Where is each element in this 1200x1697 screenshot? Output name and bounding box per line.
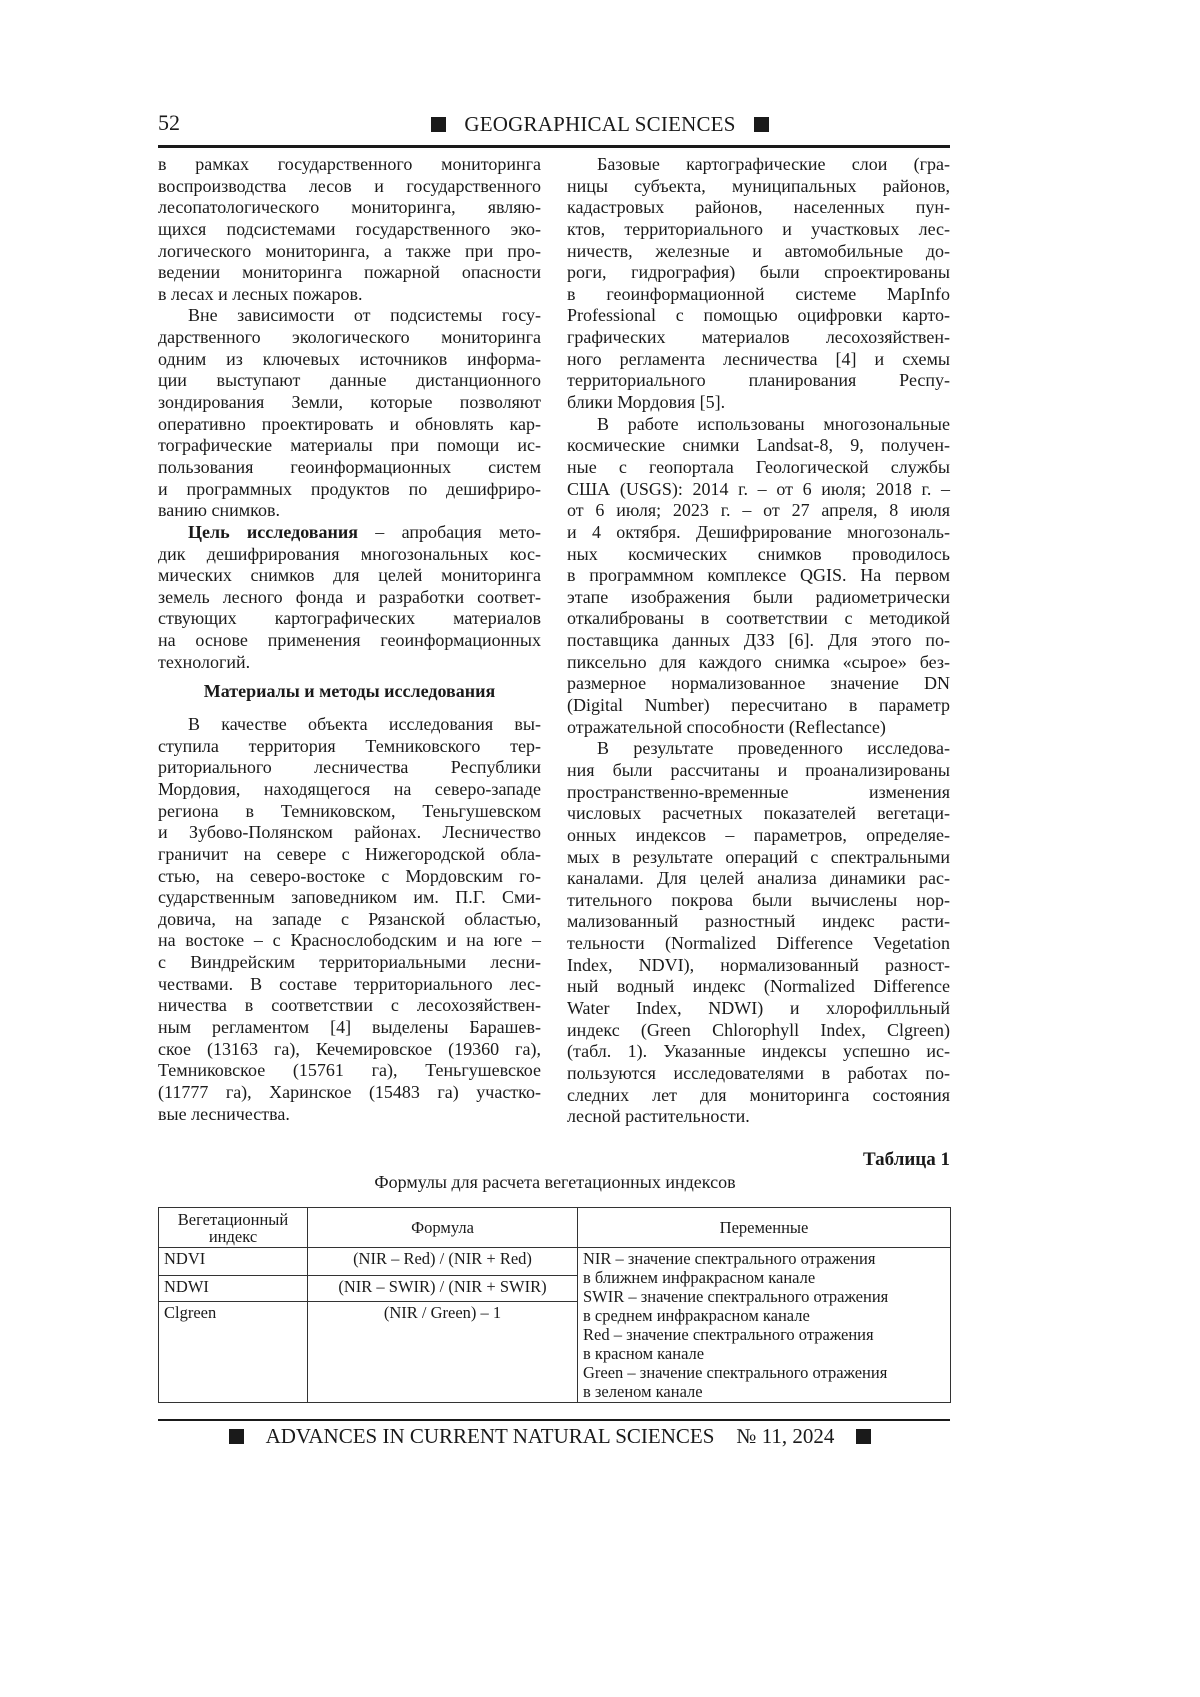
text-line: (11777 га), Харинское (15483 га) участко- [158, 1082, 541, 1104]
square-bullet-icon [754, 117, 769, 132]
text-line: на востоке – с Краснослободским и на юге – [158, 930, 541, 952]
paragraph [567, 154, 950, 414]
text-line: Professional с помощью оцифровки карто- [567, 305, 950, 327]
vegetation-index-table [158, 1207, 951, 1403]
section-title: GEOGRAPHICAL SCIENCES [464, 112, 735, 136]
journal-name: ADVANCES IN CURRENT NATURAL SCIENCES [266, 1424, 715, 1448]
text-line: ные с геопортала Геологической службы [567, 457, 950, 479]
text-line: сударственным заповедником им. П.Г. Сми- [158, 887, 541, 909]
left-column [158, 154, 541, 1125]
header-index: Вегетационный индекс [159, 1208, 308, 1248]
table-header-row [159, 1208, 951, 1248]
text-line: ничества в соответствии с лесохозяйствен- [158, 995, 541, 1017]
text-line: пользования геоинформационных систем [158, 457, 541, 479]
text-line: и программных продуктов по дешифриро- [158, 479, 541, 501]
text-line: Базовые картографические слои (гра- [567, 154, 950, 176]
text-line: и 4 октября. Дешифрирование многозональ- [567, 522, 950, 544]
text-line: Темниковское (15761 га), Теньгушевское [158, 1060, 541, 1082]
text-line: ступила территория Темниковского тер- [158, 736, 541, 758]
text-line: Вне зависимости от подсистемы госу- [158, 305, 541, 327]
index-cell: NDWI [159, 1275, 308, 1302]
line-text: – апробация мето- [358, 522, 541, 542]
variables-cell [578, 1248, 951, 1403]
text-line: вые лесничества. [158, 1104, 541, 1126]
text-line: ствующих картографических материалов [158, 608, 541, 630]
text-line: лесной растительности. [567, 1106, 950, 1128]
text-line: (Digital Number) пересчитано в параметр [567, 695, 950, 717]
text-line: (табл. 1). Указанные индексы успешно ис- [567, 1041, 950, 1063]
square-bullet-icon [229, 1429, 244, 1444]
page-number: 52 [158, 110, 180, 136]
text-line: онных индексов – параметров, определяе- [567, 825, 950, 847]
text-line: В качестве объекта исследования вы- [158, 714, 541, 736]
text-line: США (USGS): 2014 г. – от 6 июля; 2018 г. – [567, 479, 950, 501]
text-line: стью, на северо-востоке с Мордовским го- [158, 866, 541, 888]
variable-line: в красном канале [583, 1344, 945, 1363]
text-line: дарственного экологического мониторинга [158, 327, 541, 349]
text-line: довича, на западе с Рязанской областью, [158, 909, 541, 931]
text-line: в рамках государственного мониторинга [158, 154, 541, 176]
bold-lead: Цель исследования [188, 522, 358, 542]
text-line: земель лесного фонда и разработки соответ- [158, 587, 541, 609]
paragraph [567, 414, 950, 739]
running-footer [0, 1424, 1100, 1449]
variable-line: в среднем инфракрасном канале [583, 1306, 945, 1325]
text-line: от 6 июля; 2023 г. – от 27 апреля, 8 июля [567, 500, 950, 522]
variable-line: NIR – значение спектрального отражения [583, 1249, 945, 1268]
section-heading: Материалы и методы исследования [158, 681, 541, 703]
text-line: числовых расчетных показателей вегетаци- [567, 803, 950, 825]
text-line: логического мониторинга, а также при про- [158, 241, 541, 263]
text-line: мализованный разностный индекс расти- [567, 911, 950, 933]
text-line: на основе применения геоинформационных [158, 630, 541, 652]
issue-number: № 11, 2024 [736, 1424, 834, 1448]
text-line: Index, NDVI), нормализованный разност- [567, 955, 950, 977]
text-line: ции выступают данные дистанционного [158, 370, 541, 392]
table-number: Таблица 1 [863, 1149, 950, 1171]
right-column [567, 154, 950, 1128]
text-line: ванию снимков. [158, 500, 541, 522]
text-line: с Виндрейским территориальными лесни- [158, 952, 541, 974]
text-line: пользуются исследователями в работах по- [567, 1063, 950, 1085]
table-row [159, 1248, 951, 1276]
index-cell: Clgreen [159, 1302, 308, 1403]
paragraph [158, 305, 541, 521]
text-line: тельности (Normalized Difference Vegetation [567, 933, 950, 955]
text-line: блики Мордовия [5]. [567, 392, 950, 414]
formula-cell: (NIR – Red) / (NIR + Red) [308, 1248, 578, 1276]
header-formula: Формула [308, 1208, 578, 1248]
text-line: космические снимки Landsat-8, 9, получен- [567, 435, 950, 457]
paragraph [567, 738, 950, 1128]
footer-rule [158, 1419, 950, 1421]
text-line: ничеств, железные и автомобильные до- [567, 241, 950, 263]
text-line: следних лет для мониторинга состояния [567, 1085, 950, 1107]
text-line: зондирования Земли, которые позволяют [158, 392, 541, 414]
text-line: ктов, территориального и участковых лес- [567, 219, 950, 241]
variable-line: Red – значение спектрального отражения [583, 1325, 945, 1344]
table-caption: Формулы для расчета вегетационных индексов [0, 1172, 1110, 1193]
text-line: лесопатологического мониторинга, являю- [158, 197, 541, 219]
formula-cell: (NIR / Green) – 1 [308, 1302, 578, 1403]
text-line: чествами. В составе территориального лес- [158, 974, 541, 996]
text-line: В результате проведенного исследова- [567, 738, 950, 760]
text-line: ведении мониторинга пожарной опасности [158, 262, 541, 284]
text-line: отражательной способности (Reflectance) [567, 717, 950, 739]
text-line: тографические материалы при помощи ис- [158, 435, 541, 457]
text-line: этапе изображения были радиометрически [567, 587, 950, 609]
text-line: ных космических снимков проводилось [567, 544, 950, 566]
paragraph [158, 522, 541, 673]
text-line: дик дешифрирования многозональных кос- [158, 544, 541, 566]
text-line: кадастровых районов, населенных пун- [567, 197, 950, 219]
variable-line: Green – значение спектрального отражения [583, 1363, 945, 1382]
text-line: региона в Темниковском, Теньгушевском [158, 801, 541, 823]
text-line: ным регламентом [4] выделены Барашев- [158, 1017, 541, 1039]
paragraph [158, 714, 541, 1125]
formula-cell: (NIR – SWIR) / (NIR + SWIR) [308, 1275, 578, 1302]
text-line: роги, гидрография) были спроектированы [567, 262, 950, 284]
variable-line: в зеленом канале [583, 1382, 945, 1401]
text-line: граничит на севере с Нижегородской обла- [158, 844, 541, 866]
text-line: тительного покрова были вычислены нор- [567, 890, 950, 912]
text-line: ный водный индекс (Normalized Difference [567, 976, 950, 998]
text-line: мических снимков для целей мониторинга [158, 565, 541, 587]
square-bullet-icon [856, 1429, 871, 1444]
variable-line: в ближнем инфракрасном канале [583, 1268, 945, 1287]
header-variables: Переменные [578, 1208, 951, 1248]
text-line: в программном комплексе QGIS. На первом [567, 565, 950, 587]
index-cell: NDVI [159, 1248, 308, 1276]
text-line: ницы субъекта, муниципальных районов, [567, 176, 950, 198]
square-bullet-icon [431, 117, 446, 132]
text-line: ское (13163 га), Кечемировское (19360 га), [158, 1039, 541, 1061]
text-line: пиксельно для каждого снимка «сырое» без- [567, 652, 950, 674]
text-line: и Зубово-Полянском районах. Лесничество [158, 822, 541, 844]
paragraph [158, 154, 541, 305]
text-line: одним из ключевых источников информа- [158, 349, 541, 371]
header-rule [158, 145, 950, 148]
running-header [0, 112, 1200, 137]
text-line [158, 522, 541, 544]
text-line: технологий. [158, 652, 541, 674]
text-line: в лесах и лесных пожаров. [158, 284, 541, 306]
text-line: размерное нормализованное значение DN [567, 673, 950, 695]
text-line: Мордовия, находящегося на северо-западе [158, 779, 541, 801]
text-line: риториального лесничества Республики [158, 757, 541, 779]
text-line: пространственно-временные изменения [567, 782, 950, 804]
text-line: в геоинформационной системе MapInfo [567, 284, 950, 306]
text-line: Water Index, NDWI) и хлорофилльный [567, 998, 950, 1020]
text-line: ного регламента лесничества [4] и схемы [567, 349, 950, 371]
text-line: поставщика данных ДЗЗ [6]. Для этого по- [567, 630, 950, 652]
text-line: каналами. Для целей анализа динамики рас- [567, 868, 950, 890]
text-line: графических материалов лесохозяйствен- [567, 327, 950, 349]
text-line: ния были рассчитаны и проанализированы [567, 760, 950, 782]
text-line: индекс (Green Chlorophyll Index, Clgreen) [567, 1020, 950, 1042]
text-line: откалиброваны в соответствии с методикой [567, 608, 950, 630]
text-line: мых в результате операций с спектральными [567, 847, 950, 869]
text-line: щихся подсистемами государственного эко- [158, 219, 541, 241]
text-line: воспроизводства лесов и государственного [158, 176, 541, 198]
text-line: оперативно проектировать и обновлять кар- [158, 414, 541, 436]
text-line: В работе использованы многозональные [567, 414, 950, 436]
text-line: территориального планирования Респу- [567, 370, 950, 392]
variable-line: SWIR – значение спектрального отражения [583, 1287, 945, 1306]
